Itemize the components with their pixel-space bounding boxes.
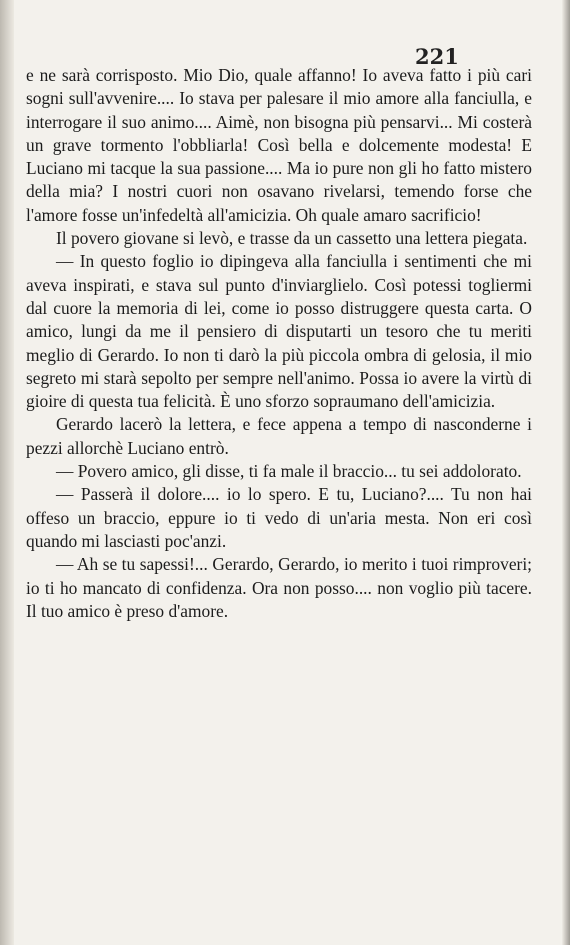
paragraph: Gerardo lacerò la lettera, e fece appena a tempo di nasconderne i pezzi allorchè Luciano entrò. xyxy=(26,414,532,458)
paragraph: e ne sarà corrisposto. Mio Dio, quale affanno! Io aveva fatto i più cari sogni sull'avvenire.... Io stava per palesare il mio amore alla fanciulla, e interrogare il suo animo.... Aimè, non bisogna più pensarvi... Mi costerà un grave tormento l'obbliarla! Così bella e dolcemente modesta! E Luciano mi tacque la sua passione.... Ma io pure non gli ho fatto mistero della mia? I nostri cuori non osavano rivelarsi, temendo forse che l'amore fosse un'infedeltà all'amicizia. Oh quale amaro sacrificio! xyxy=(26,65,532,225)
paragraph: — Povero amico, gli disse, ti fa male il braccio... tu sei addolorato. xyxy=(56,461,522,482)
page-number: 221 xyxy=(415,44,459,69)
page-body xyxy=(26,64,532,623)
paragraph: — In questo foglio io dipingeva alla fanciulla i sentimenti che mi aveva inspirati, e stava sul punto d'inviarglielo. Così potessi togliermi dal cuore la memoria di lei, come io posso distruggere questa carta. O amico, lungi da me il pensiero di disputarti un tesoro che tu meriti meglio di Gerardo. Io non ti darò la più piccola ombra di gelosia, il mio segreto mi starà sepolto per sempre nell'animo. Possa io avere la virtù di gioire di questa tua felicità. È uno sforzo sopraumano dell'amicizia. xyxy=(26,251,532,412)
paragraph: — Passerà il dolore.... io lo spero. E tu, Luciano?.... Tu non hai offeso un braccio, eppure io ti vedo di un'aria mesta. Non eri così quando mi lasciasti poc'anzi. xyxy=(26,484,532,551)
paragraph: Il povero giovane si levò, e trasse da un cassetto una lettera piegata. xyxy=(56,228,528,249)
paragraph: — Ah se tu sapessi!... Gerardo, Gerardo, io merito i tuoi rimproveri; io ti ho mancato di confidenza. Ora non posso.... non voglio più tacere. Il tuo amico è preso d'amore. xyxy=(26,554,532,621)
